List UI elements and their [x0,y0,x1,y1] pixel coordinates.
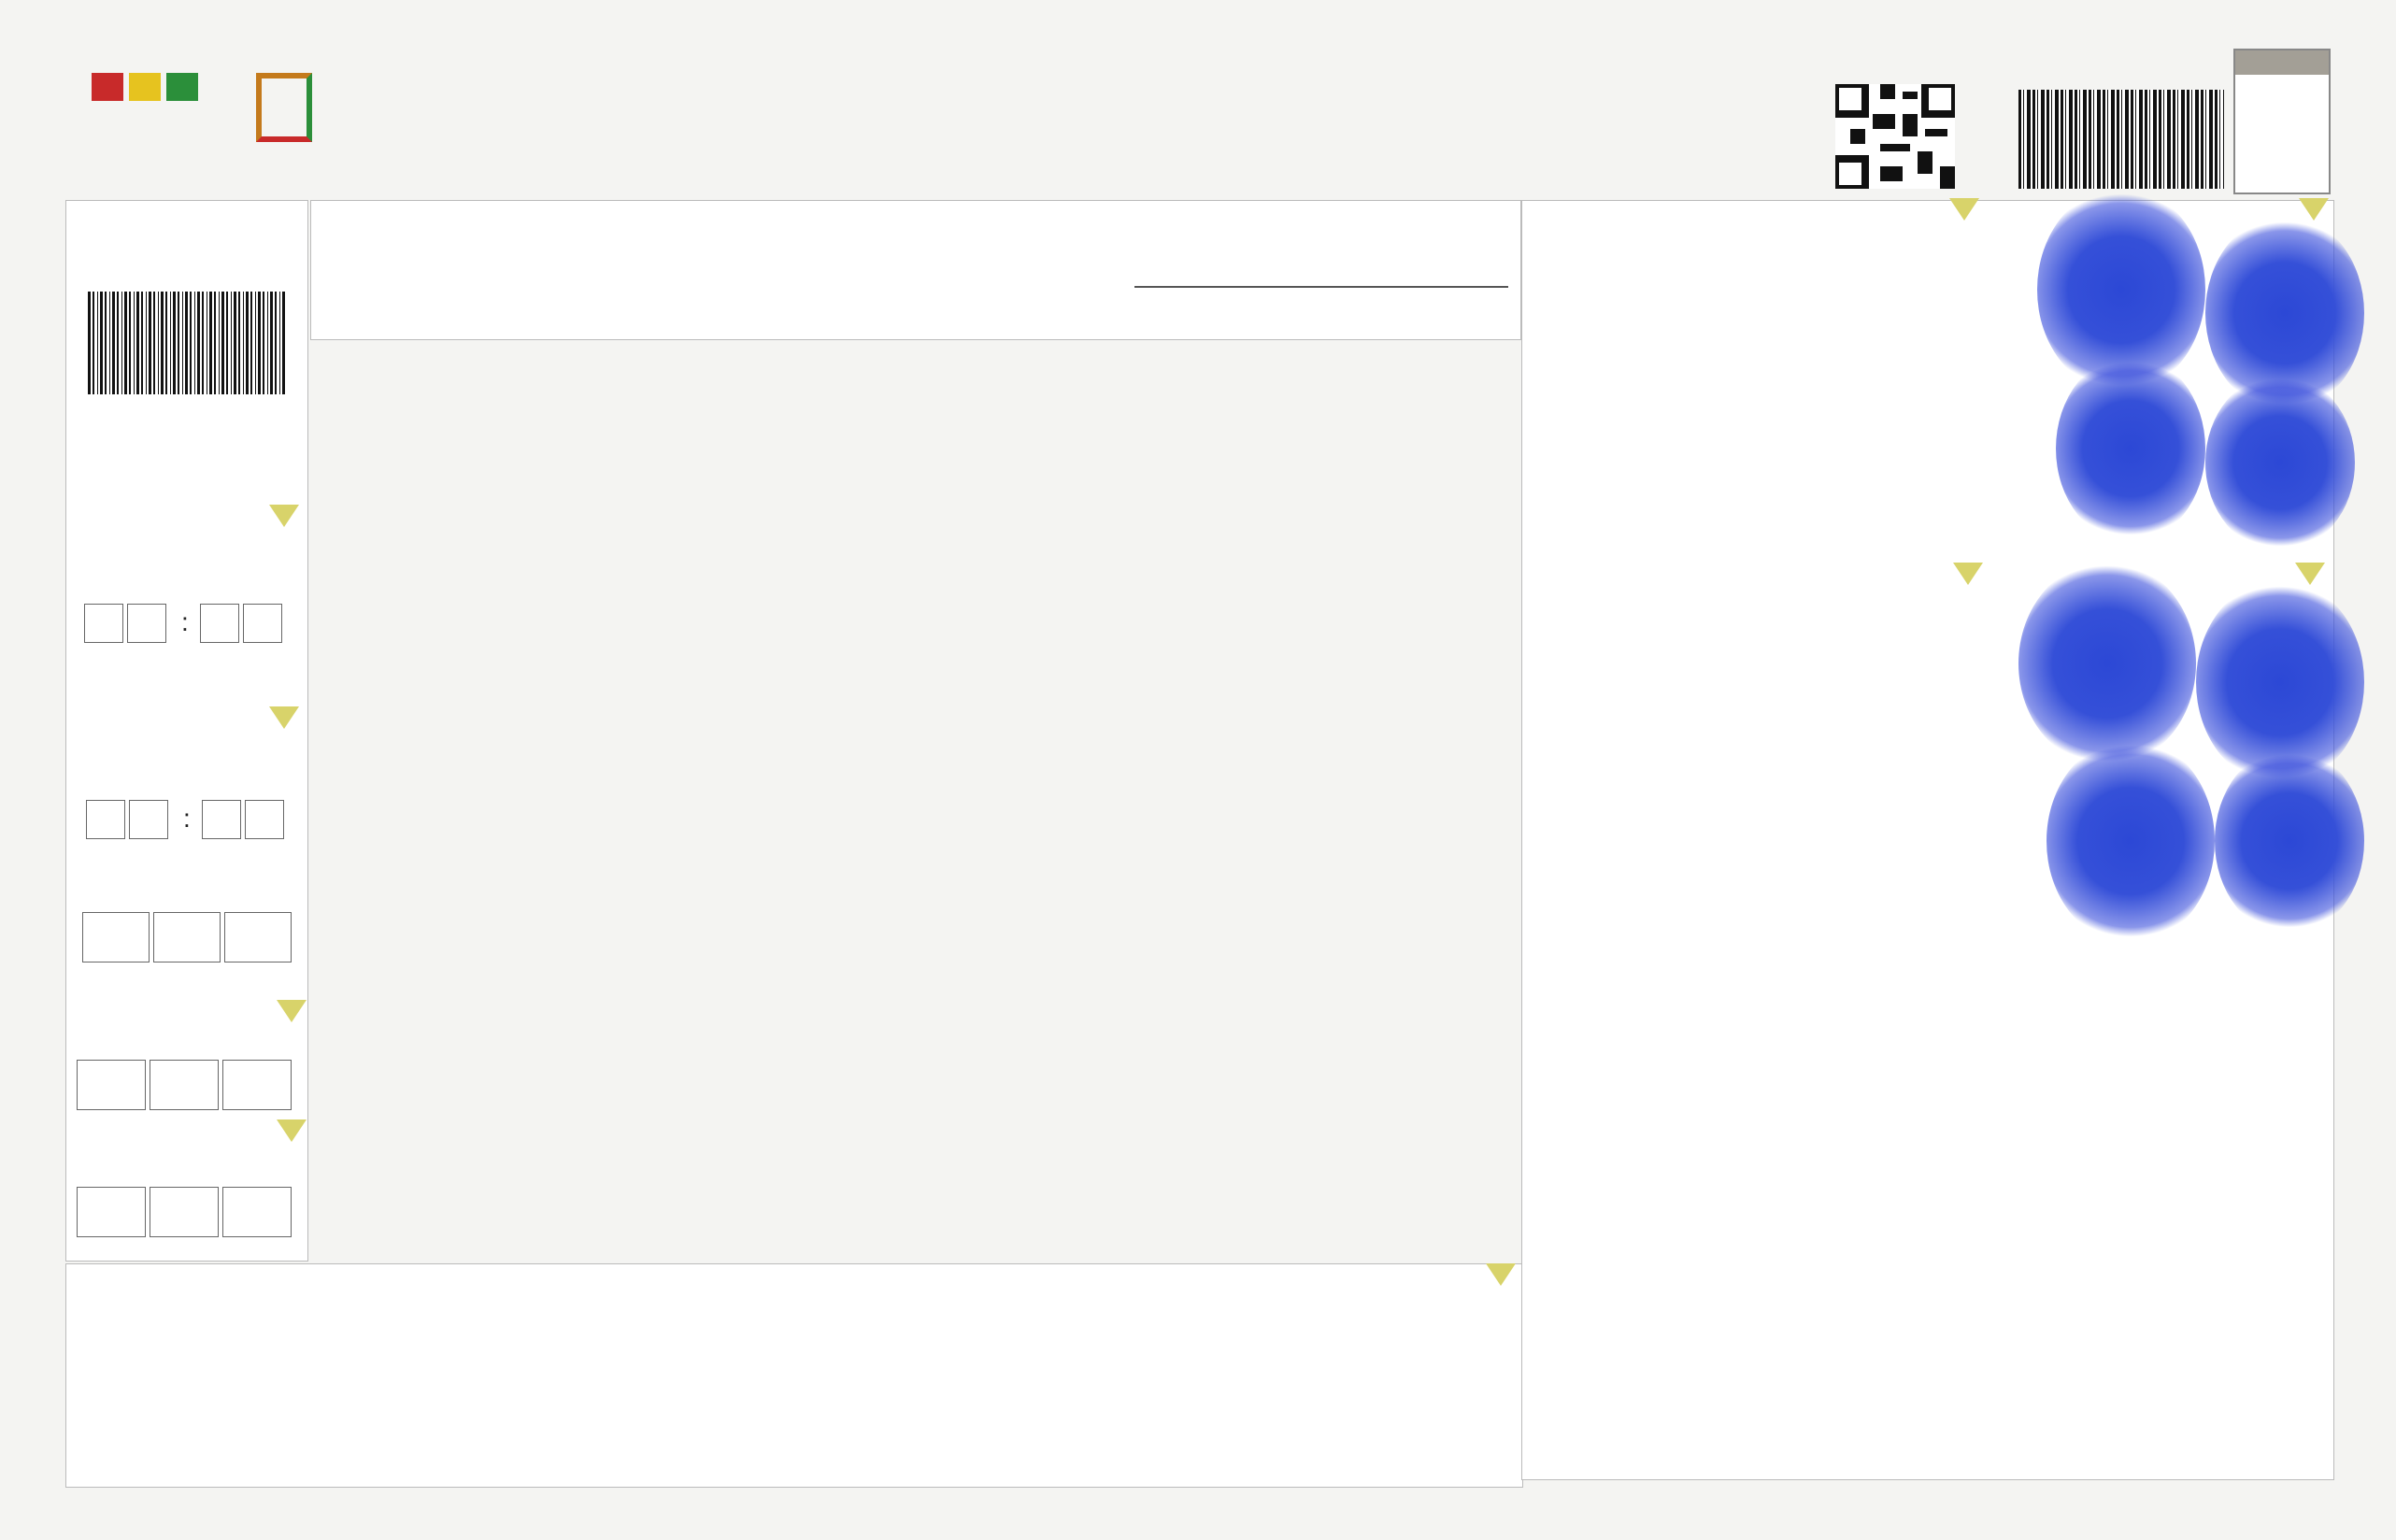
delegados-number-tri [1953,563,1983,585]
fingerprint-ink [2018,561,2196,766]
cierre-minute-digit-2[interactable] [245,800,284,839]
apertura-hour-digit-2[interactable] [127,604,166,643]
cierre-number-tri [269,706,299,729]
ubicacion-list [329,224,460,341]
codigo-barcode [88,292,286,394]
papeletas-digit-2[interactable] [150,1060,219,1110]
apertura-minute-digit-1[interactable] [200,604,239,643]
logo-yellow-square [129,73,161,101]
jurados-number-tri [1949,198,1979,221]
fingerprint-ink [2205,374,2355,551]
apertura-hour-digit-1[interactable] [84,604,123,643]
cierre-hour-digit-1[interactable] [86,800,125,839]
observaciones-panel [65,1263,1523,1488]
logo-red-square [92,73,123,101]
ubicacion-row-localidad [329,294,460,318]
ubicacion-row-municipio [329,271,460,294]
qr-code [1835,84,1955,189]
logo-green-square [166,73,198,101]
cierre-minute-digit-1[interactable] [202,800,241,839]
header-barcode [2018,90,2224,189]
apertura-minute-digit-2[interactable] [243,604,282,643]
no-utilizadas-number-tri [277,1119,307,1142]
ubicacion-row-departamento [329,224,460,248]
ubicacion-row-provincia [329,248,460,271]
oep-logo [90,67,221,179]
papeletas-digit-3[interactable] [222,1060,292,1110]
habilitados-digit-3[interactable] [224,912,292,962]
apertura-number-tri [269,505,299,527]
papeletas-digit-1[interactable] [77,1060,146,1110]
ubicacion-panel [310,200,1521,340]
fingerprint-ink [2056,355,2205,542]
papeletas-number-tri [277,1000,307,1022]
modelo-digits [1134,286,1508,288]
no-utilizadas-digit-3[interactable] [222,1187,292,1237]
no-utilizadas-digit-2[interactable] [150,1187,219,1237]
fingerprint-ink [2047,738,2215,944]
elecciones-logo [234,65,327,178]
habilitados-digit-1[interactable] [82,912,150,962]
no-utilizadas-digit-1[interactable] [77,1187,146,1237]
observaciones-number-tri [1486,1263,1516,1286]
tipo-label [2235,50,2329,75]
cierre-hour-digit-2[interactable] [129,800,168,839]
elecciones-logo-shape [256,73,312,142]
cierre-colon: : [183,804,191,833]
fingerprint-ink [2215,748,2364,934]
ubicacion-row-recinto [329,318,460,341]
habilitados-digit-2[interactable] [153,912,221,962]
tipo-box [2233,49,2331,194]
apertura-colon: : [181,607,189,636]
